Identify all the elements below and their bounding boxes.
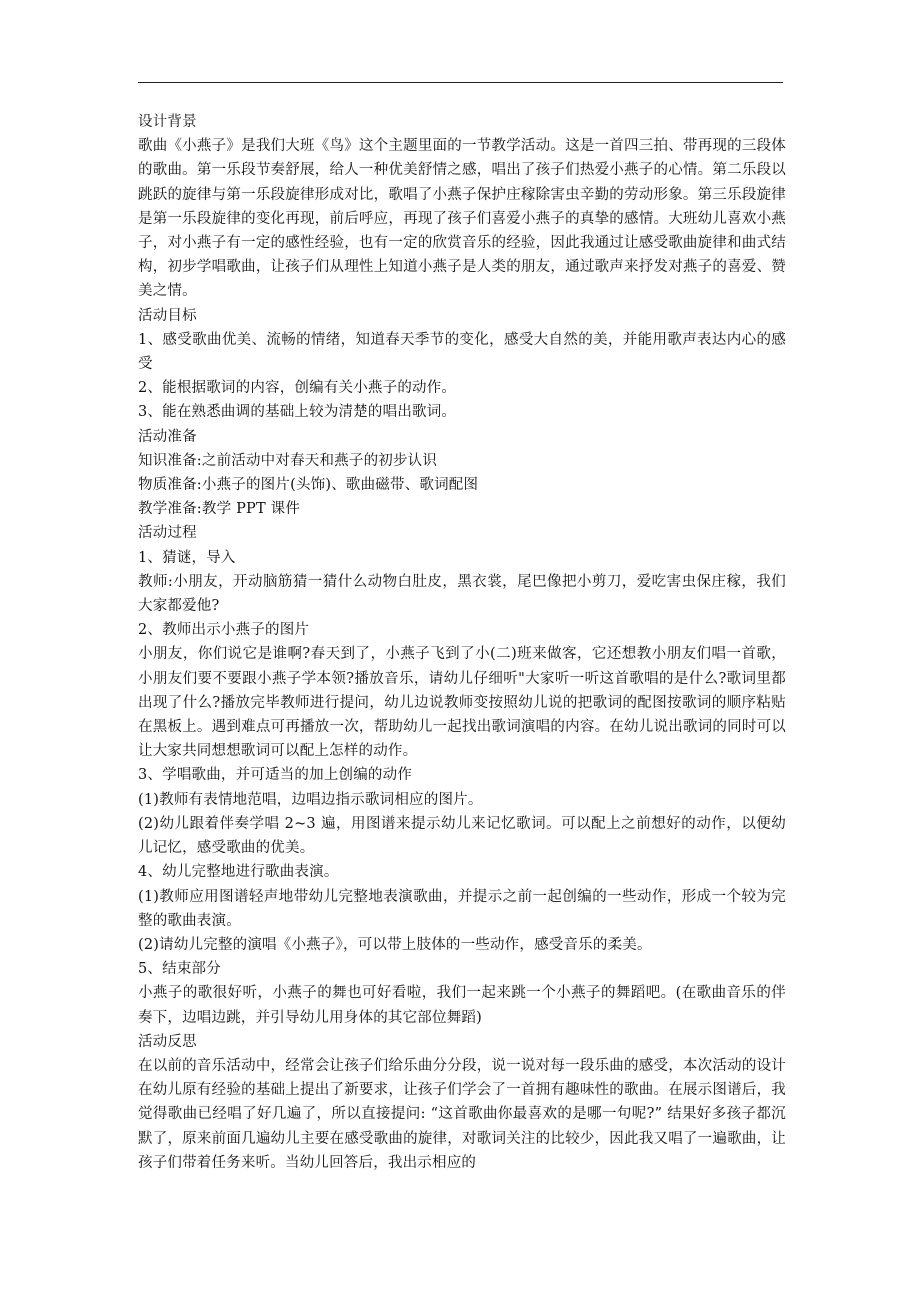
process-step-4-sub-1: (1)教师应用图谱轻声地带幼儿完整地表演歌曲，并提示之前一起创编的一些动作，形成一个较为完整的歌曲表演。	[138, 888, 786, 929]
paragraph-reflection: 在以前的音乐活动中，经常会让孩子们给乐曲分分段，说一说对每一段乐曲的感受，本次活动的设计在幼儿原有经验的基础上提出了新要求，让孩子们学会了一首拥有趣味性的歌曲。在展示图谱后，我觉得歌曲已经唱了好几遍了，所以直接提问: “这首歌曲你最喜欢的是哪一句呢?” 结果好多孩子都沉默了，原来前面几遍幼儿主要在感受歌曲的旋律，对歌词关注的比较少，因此我又唱了一遍歌曲，让孩子们带着任务来听。当幼儿回答后，我出示相应的	[138, 1057, 786, 1171]
process-step-4-title: 4、幼儿完整地进行歌曲表演。	[138, 864, 339, 881]
goal-item-1: 1、感受歌曲优美、流畅的情绪，知道春天季节的变化，感受大自然的美，并能用歌声表达内心的感受	[138, 331, 786, 373]
header-rule	[138, 82, 783, 83]
process-step-3-sub-1: (1)教师有表情地范唱，边唱边指示歌词相应的图片。	[138, 791, 483, 808]
section-heading-process: 活动过程	[138, 525, 197, 542]
section-heading-reflection: 活动反思	[138, 1033, 197, 1050]
process-step-2-text: 小朋友，你们说它是谁啊?春天到了，小燕子飞到了小(二)班来做客，它还想教小朋友们唱一首歌，小朋友们要不要跟小燕子学本领?播放音乐，请幼儿仔细听"大家听一听这首歌唱的是什么?歌词里都出现了什么?播放完毕教师进行提问，幼儿边说教师变按照幼儿说的把歌词的配图按歌词的顺序粘贴在黑板上。遇到难点可再播放一次，帮助幼儿一起找出歌词演唱的内容。在幼儿说出歌词的同时可以让大家共同想想歌词可以配上怎样的动作。	[138, 646, 786, 760]
process-step-5-title: 5、结束部分	[138, 961, 221, 978]
goal-item-2: 2、能根据歌词的内容，创编有关小燕子的动作。	[138, 380, 457, 397]
process-step-1-title: 1、猜谜，导入	[138, 549, 236, 566]
goal-item-3: 3、能在熟悉曲调的基础上较为清楚的唱出歌词。	[138, 404, 457, 421]
process-step-3-title: 3、学唱歌曲，并可适当的加上创编的动作	[138, 767, 413, 784]
document-body	[138, 110, 786, 1175]
section-heading-background: 设计背景	[138, 114, 197, 130]
prep-teaching: 教学准备:教学 PPT 课件	[138, 501, 301, 518]
process-step-5-text: 小燕子的歌很好听，小燕子的舞也可好看啦，我们一起来跳一个小燕子的舞蹈吧。(在歌曲音乐的伴奏下，边唱边跳，并引导幼儿用身体的其它部位舞蹈)	[138, 985, 786, 1026]
prep-knowledge: 知识准备:之前活动中对春天和燕子的初步认识	[138, 452, 438, 469]
process-step-3-sub-2: (2)幼儿跟着伴奏学唱 2~3 遍，用图谱来提示幼儿来记忆歌词。可以配上之前想好的动作，以便幼儿记忆，感受歌曲的优美。	[138, 815, 786, 857]
section-heading-goals: 活动目标	[138, 307, 197, 324]
paragraph-background: 歌曲《小燕子》是我们大班《鸟》这个主题里面的一节教学活动。这是一首四三拍、带再现的三段体的歌曲。第一乐段节奏舒展，给人一种优美舒情之感，唱出了孩子们热爱小燕子的心情。第二乐段以跳跃的旋律与第一乐段旋律形成对比，歌唱了小燕子保护庄稼除害虫辛勤的劳动形象。第三乐段旋律是第一乐段旋律的变化再现，前后呼应，再现了孩子们喜爱小燕子的真挚的感情。大班幼儿喜欢小燕子，对小燕子有一定的感性经验，也有一定的欣赏音乐的经验，因此我通过让感受歌曲旋律和曲式结构，初步学唱歌曲，让孩子们从理性上知道小燕子是人类的朋友，通过歌声来抒发对燕子的喜爱、赞美之情。	[138, 138, 786, 300]
process-step-4-sub-2: (2)请幼儿完整的演唱《小燕子》，可以带上肢体的一些动作，感受音乐的柔美。	[138, 936, 652, 953]
process-step-2-title: 2、教师出示小燕子的图片	[138, 622, 310, 639]
prep-materials: 物质准备:小燕子的图片(头饰)、歌曲磁带、歌词配图	[138, 477, 479, 494]
process-step-1-text: 教师:小朋友，开动脑筋猜一猜什么动物白肚皮，黑衣裳，尾巴像把小剪刀，爱吃害虫保庄稼，我们大家都爱他?	[138, 573, 786, 615]
section-heading-preparation: 活动准备	[138, 428, 197, 445]
